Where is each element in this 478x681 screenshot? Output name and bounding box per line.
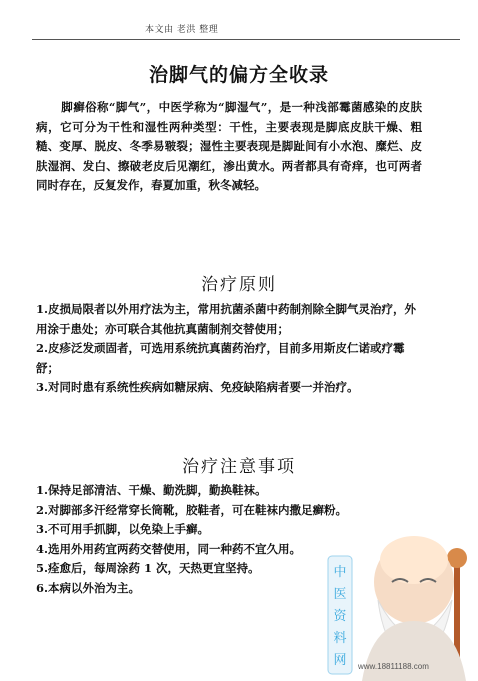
page-title: 治脚气的偏方全收录 bbox=[148, 64, 329, 86]
treatment-principles-list bbox=[36, 300, 426, 398]
watermark-url: www.18811188.com bbox=[358, 662, 429, 671]
list-item: 2.皮疹泛发顽固者，可选用系统抗真菌药治疗，目前多用斯皮仁诺或疗霉舒； bbox=[36, 341, 405, 375]
page-header bbox=[0, 0, 478, 42]
intro-paragraph: 脚癣俗称“脚气”，中医学称为“脚湿气”，是一种浅部霉菌感染的皮肤病，它可分为干性和湿性两种类型：干性，主要表现是脚底皮肤干燥、粗糙、变厚、脱皮、冬季易皲裂；湿性主要表现是脚趾间有小水泡、糜烂、皮肤湿润、发白、擦破老皮后见潮红，渗出黄水。两者都具有奇痒，也可两者同时存在，反复发作，春夏加重，秋冬减轻。 bbox=[36, 100, 422, 192]
watermark-mascot-icon bbox=[322, 520, 478, 681]
list-item: 2.对脚部多汗经常穿长筒靴，胶鞋者，可在鞋袜内撒足癣粉。 bbox=[36, 502, 348, 517]
watermark-char: 医 bbox=[333, 587, 347, 602]
list-item: 3.对同时患有系统性疾病如糖尿病、免疫缺陷病者要一并治疗。 bbox=[36, 380, 359, 394]
watermark-char: 资 bbox=[333, 609, 347, 624]
list-item: 1.保持足部清洁、干燥、勤洗脚，勤换鞋袜。 bbox=[36, 483, 267, 497]
section-title-precautions: 治疗注意事项 bbox=[182, 457, 296, 477]
list-item: 6.本病以外治为主。 bbox=[36, 580, 141, 595]
list-item: 3.不可用手抓脚，以免染上手癣。 bbox=[36, 522, 210, 536]
list-item: 5.痊愈后，每周涂药 1 次，天热更宜坚持。 bbox=[36, 561, 260, 575]
section-title-treatment-principles: 治疗原则 bbox=[201, 275, 277, 295]
header-divider bbox=[32, 39, 460, 40]
list-item: 4.选用外用药宜两药交替使用，同一种药不宜久用。 bbox=[36, 541, 302, 556]
list-item: 1.皮损局限者以外用疗法为主，常用抗菌杀菌中药制剂除全脚气灵治疗，外用涂于患处；亦可联合其他抗真菌制剂交替使用； bbox=[36, 302, 417, 336]
watermark-char: 网 bbox=[333, 653, 347, 668]
watermark-char: 料 bbox=[333, 631, 347, 646]
header-text: 本文由 老洪 整理 bbox=[145, 25, 219, 35]
watermark-char: 中 bbox=[333, 565, 347, 580]
